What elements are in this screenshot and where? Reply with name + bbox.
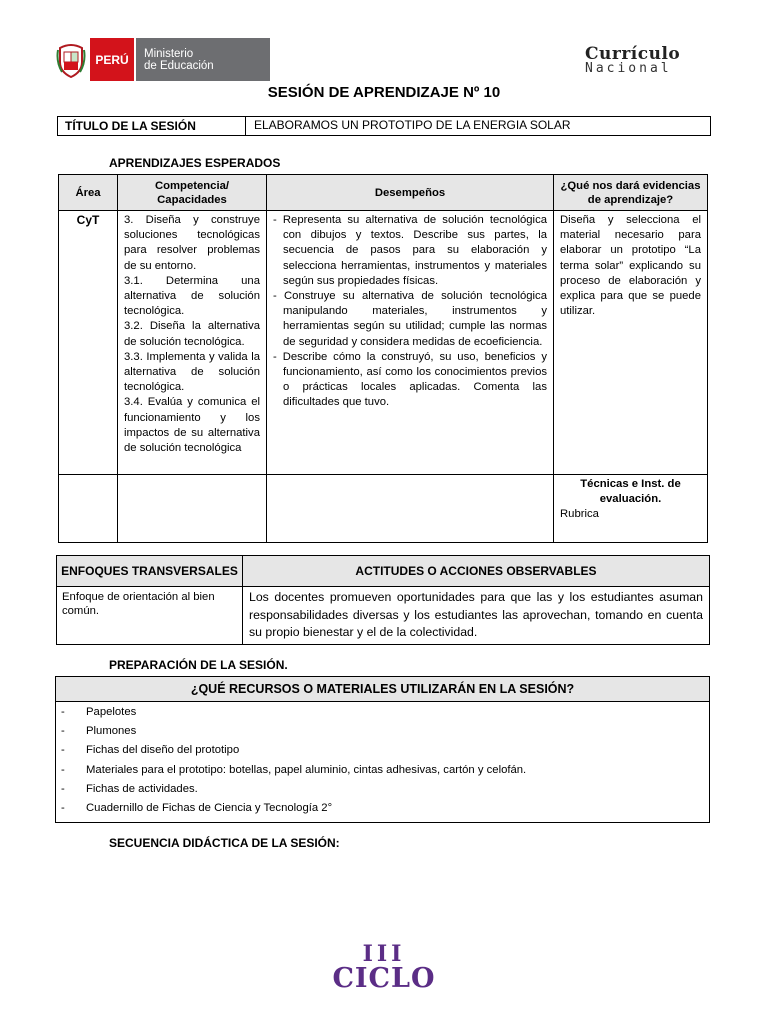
curriculo-word: Currículo [585, 44, 681, 64]
ministry-label [134, 38, 270, 81]
ciclo-word: CICLO [332, 963, 436, 994]
session-title-box [57, 116, 711, 136]
list-item: - Fichas de actividades. [61, 782, 198, 795]
materials-table [55, 676, 710, 823]
empty-cell [59, 475, 118, 543]
competencia-item: 3.4. Evalúa y comunica el funcionamiento y los impactos de su alternativa de solución tecnológica [124, 396, 260, 455]
enfoques-table [56, 555, 710, 645]
peru-shield-icon [52, 38, 90, 81]
tecnicas-label: Técnicas e Inst. de evaluación. [580, 478, 681, 506]
competencias-cell [118, 211, 267, 475]
desempenos-cell [267, 211, 554, 475]
list-item: - Plumones [61, 725, 137, 738]
expected-learning-label: APRENDIZAJES ESPERADOS [109, 156, 281, 170]
page-title: SESIÓN DE APRENDIZAJE Nº 10 [267, 84, 501, 101]
empty-cell [267, 475, 554, 543]
empty-cell [118, 475, 267, 543]
session-title-value: ELABORAMOS UN PROTOTIPO DE LA ENERGIA SOLAR [254, 118, 571, 132]
header-desempenos: Desempeños [267, 175, 554, 211]
desempeno-item: - Describe cómo la construyó, su uso, beneficios y funcionamiento, así como los conocimientos previos o prácticas locales aplicadas. Comenta las dificultades que tuvo. [273, 350, 547, 409]
header-actitudes: ACTITUDES O ACCIONES OBSERVABLES [243, 556, 710, 587]
header-area: Área [59, 175, 118, 211]
header-competencia: Competencia/ Capacidades [118, 175, 267, 211]
area-cell: CyT [59, 211, 118, 475]
tecnicas-value: Rubrica [560, 508, 599, 521]
list-item: - Papelotes [61, 706, 137, 718]
competencia-item: 3.1. Determina una alternativa de solución tecnológica. [124, 274, 260, 318]
competencia-item: 3.2. Diseña la alternativa de solución tecnológica. [124, 320, 260, 348]
evidencia-cell: Diseña y selecciona el material necesario para elaborar un prototipo “La terma solar” explicando su proceso de elaboración y explica para que se puede utilizar. [554, 211, 708, 475]
competencia-item: 3.3. Implementa y valida la alternativa de solución tecnológica. [124, 350, 260, 394]
ministry-line1: Ministerio [144, 47, 194, 60]
ciclo-roman: III [362, 941, 406, 967]
peru-label: PERÚ [90, 38, 134, 81]
enfoque-cell: Enfoque de orientación al bien común. [57, 587, 243, 645]
ciclo-logo [0, 941, 768, 994]
header-evidencias: ¿Qué nos dará evidencias de aprendizaje? [554, 175, 708, 211]
desempeno-item: - Construye su alternativa de solución tecnológica manipulando materiales, instrumentos y herramientas según su utilidad; cumple las normas de seguridad y considera medidas de ecoeficiencia. [273, 290, 547, 348]
materials-header: ¿QUÉ RECURSOS O MATERIALES UTILIZARÁN EN LA SESIÓN? [56, 677, 710, 702]
actitud-cell: Los docentes promueven oportunidades para que las y los estudiantes asuman responsabilidades diversas y los estudiantes las aprovechan, tomando en cuenta su propio bienestar y el de la colectividad. [243, 587, 710, 645]
list-item: - Fichas del diseño del prototipo [61, 744, 240, 757]
preparation-label: PREPARACIÓN DE LA SESIÓN. [109, 658, 288, 672]
sequence-label: SECUENCIA DIDÁCTICA DE LA SESIÓN: [109, 836, 340, 850]
list-item: - Materiales para el prototipo: botellas, papel aluminio, cintas adhesivas, cartón y celofán. [61, 763, 527, 776]
tecnicas-cell [554, 475, 708, 543]
desempeno-item: - Representa su alternativa de solución tecnológica con dibujos y textos. Describe sus partes, la secuencia de pasos para su elaboración y selecciona herramientas, instrumentos y materiales según sus propiedades físicas. [273, 214, 547, 287]
session-title-label: TÍTULO DE LA SESIÓN [58, 117, 246, 135]
minedu-logo [52, 38, 270, 81]
curriculo-nacional-logo [585, 44, 680, 76]
materials-list [56, 702, 710, 823]
nacional-word: Nacional [585, 61, 672, 76]
header-enfoques: ENFOQUES TRANSVERSALES [57, 556, 243, 587]
ministry-line2: de Educación [144, 59, 214, 72]
list-item: - Cuadernillo de Fichas de Ciencia y Tecnología 2° [61, 801, 333, 814]
learning-table [58, 174, 708, 543]
competencia-item: 3. Diseña y construye soluciones tecnológicas para resolver problemas de su entorno. [124, 214, 260, 272]
